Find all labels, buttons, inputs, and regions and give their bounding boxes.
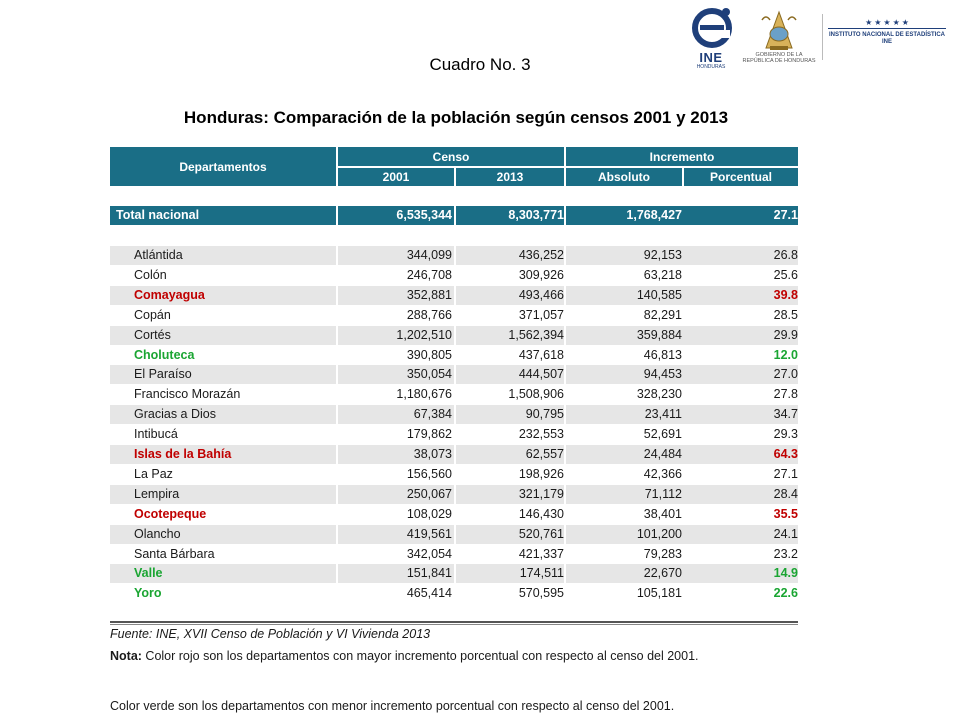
census-2013: 520,761 xyxy=(518,526,564,541)
header-porcentual: Porcentual xyxy=(684,168,798,186)
column-separator xyxy=(336,525,338,544)
table-row xyxy=(110,485,798,504)
column-separator xyxy=(336,485,338,504)
column-separator xyxy=(336,326,338,345)
department-name: El Paraíso xyxy=(134,367,192,382)
census-2001: 250,067 xyxy=(406,486,452,501)
census-2013: 198,926 xyxy=(518,466,564,481)
increment-absolute: 94,453 xyxy=(643,367,682,382)
census-2001: 108,029 xyxy=(406,506,452,521)
department-name: La Paz xyxy=(134,466,173,481)
department-name: Ocotepeque xyxy=(134,506,207,521)
column-separator xyxy=(454,365,456,384)
increment-absolute: 38,401 xyxy=(643,506,682,521)
increment-absolute: 42,366 xyxy=(643,466,682,481)
table-row xyxy=(110,564,798,583)
table-row xyxy=(110,326,798,345)
department-name: Copán xyxy=(134,307,171,322)
nota-label: Nota: xyxy=(110,649,142,663)
census-2013: 570,595 xyxy=(518,586,564,601)
census-2013: 1,508,906 xyxy=(508,387,564,402)
census-2001: 419,561 xyxy=(406,526,452,541)
table-row xyxy=(110,405,798,424)
header-absoluto: Absoluto xyxy=(566,168,682,186)
increment-percent: 29.3 xyxy=(773,427,798,442)
logo-divider xyxy=(822,14,823,60)
increment-percent: 39.8 xyxy=(773,287,798,302)
census-2001: 156,560 xyxy=(406,466,452,481)
census-2013: 437,618 xyxy=(518,347,564,362)
column-separator xyxy=(454,246,456,265)
census-2013: 436,252 xyxy=(518,248,564,262)
source-note: Fuente: INE, XVII Censo de Población y VI Vivienda 2013 xyxy=(110,627,431,641)
increment-percent: 34.7 xyxy=(773,407,798,422)
increment-percent: 27.0 xyxy=(773,367,798,382)
increment-percent: 64.3 xyxy=(773,447,798,461)
table-row xyxy=(110,346,798,365)
column-separator xyxy=(564,365,566,384)
total-row xyxy=(110,206,798,225)
census-2001: 67,384 xyxy=(413,407,452,422)
increment-absolute: 23,411 xyxy=(644,407,682,422)
page-title: Honduras: Comparación de la población según censos 2001 y 2013 xyxy=(183,108,729,127)
table-row xyxy=(110,286,798,305)
column-separator xyxy=(454,445,456,464)
column-separator xyxy=(454,206,456,225)
increment-absolute: 328,230 xyxy=(636,387,682,402)
increment-percent: 25.6 xyxy=(773,267,798,282)
census-2001: 179,862 xyxy=(406,427,452,442)
column-separator xyxy=(564,286,566,305)
table-row xyxy=(110,365,798,384)
ine-e-icon xyxy=(690,6,734,52)
census-2013: 62,557 xyxy=(525,447,564,461)
table-row xyxy=(110,246,798,265)
census-2001: 352,881 xyxy=(406,287,452,302)
column-separator xyxy=(336,405,338,424)
header-incremento: Incremento xyxy=(566,147,798,166)
nota-text xyxy=(110,647,780,665)
column-separator xyxy=(336,206,338,225)
column-separator xyxy=(454,525,456,544)
total-2001: 6,535,344 xyxy=(396,208,452,222)
header-2013: 2013 xyxy=(456,168,564,186)
increment-absolute: 24,484 xyxy=(643,447,682,461)
census-2001: 38,073 xyxy=(413,447,452,461)
table-row xyxy=(110,525,798,544)
total-name: Total nacional xyxy=(116,208,200,222)
department-name: Olancho xyxy=(134,526,181,541)
table-row xyxy=(110,266,798,285)
increment-percent: 35.5 xyxy=(773,506,798,521)
census-2001: 465,414 xyxy=(406,586,452,601)
institute-text: INSTITUTO NACIONAL DE ESTADÍSTICA INE xyxy=(828,32,945,45)
increment-percent: 27.1 xyxy=(773,466,798,481)
department-name: Colón xyxy=(134,267,167,282)
increment-absolute: 359,884 xyxy=(636,327,682,342)
footer-rule xyxy=(110,621,798,623)
table-row xyxy=(110,465,798,484)
logo-group xyxy=(688,6,948,72)
increment-absolute: 140,585 xyxy=(636,287,682,302)
department-name: Valle xyxy=(134,566,163,581)
column-separator xyxy=(564,564,566,583)
government-text: GOBIERNO DE LA REPÚBLICA DE HONDURAS xyxy=(742,52,816,64)
increment-absolute: 79,283 xyxy=(643,546,682,561)
column-separator xyxy=(454,485,456,504)
census-2013: 421,337 xyxy=(518,546,564,561)
census-2013: 146,430 xyxy=(518,506,564,521)
table-number: Cuadro No. 3 xyxy=(429,55,531,74)
increment-absolute: 71,112 xyxy=(644,486,682,501)
table-row xyxy=(110,425,798,444)
column-separator xyxy=(454,326,456,345)
department-name: Gracias a Dios xyxy=(134,407,216,422)
census-2001: 344,099 xyxy=(406,248,452,262)
department-name: Atlántida xyxy=(134,248,183,262)
increment-absolute: 46,813 xyxy=(643,347,682,362)
column-separator xyxy=(564,246,566,265)
table-row xyxy=(110,545,798,564)
institute-line xyxy=(828,28,946,29)
increment-percent: 27.8 xyxy=(773,387,798,402)
total-2013: 8,303,771 xyxy=(508,208,564,222)
census-2001: 288,766 xyxy=(406,307,452,322)
increment-absolute: 101,200 xyxy=(636,526,682,541)
census-2013: 321,179 xyxy=(518,486,564,501)
census-2013: 309,926 xyxy=(518,267,564,282)
column-separator xyxy=(454,286,456,305)
nota-body: Color rojo son los departamentos con mayor incremento porcentual con respecto al censo del 2001. xyxy=(141,649,699,663)
census-2013: 90,795 xyxy=(525,407,564,422)
increment-percent: 26.8 xyxy=(773,248,798,262)
census-2001: 342,054 xyxy=(406,546,452,561)
total-porcentual: 27.1 xyxy=(773,208,798,222)
column-separator xyxy=(564,445,566,464)
column-separator xyxy=(454,405,456,424)
census-2001: 151,841 xyxy=(406,566,452,581)
seal-icon xyxy=(744,8,814,52)
department-name: Comayagua xyxy=(134,287,205,302)
census-2013: 493,466 xyxy=(518,287,564,302)
stars-icon: ★★★★★ xyxy=(865,18,911,27)
header-censo: Censo xyxy=(338,147,564,166)
increment-absolute: 63,218 xyxy=(643,267,682,282)
column-separator xyxy=(336,365,338,384)
census-2001: 1,180,676 xyxy=(396,387,452,402)
census-2001: 246,708 xyxy=(406,267,452,282)
column-separator xyxy=(454,564,456,583)
table-row xyxy=(110,505,798,524)
ine-sub: HONDURAS xyxy=(696,64,726,70)
column-separator xyxy=(564,206,566,225)
increment-percent: 23.2 xyxy=(773,546,798,561)
header-departamentos: Departamentos xyxy=(110,147,336,186)
column-separator xyxy=(336,445,338,464)
increment-percent: 29.9 xyxy=(773,327,798,342)
increment-absolute: 105,181 xyxy=(636,586,682,601)
increment-percent: 12.0 xyxy=(773,347,798,362)
ine-name: INE xyxy=(699,50,723,65)
census-2013: 444,507 xyxy=(518,367,564,382)
increment-absolute: 52,691 xyxy=(643,427,682,442)
census-2013: 371,057 xyxy=(518,307,564,322)
header-2001: 2001 xyxy=(338,168,454,186)
department-name: Lempira xyxy=(134,486,180,501)
increment-percent: 22.6 xyxy=(773,586,798,601)
table-row xyxy=(110,445,798,464)
department-name: Yoro xyxy=(134,586,162,601)
column-separator xyxy=(336,246,338,265)
column-separator xyxy=(336,286,338,305)
table-row xyxy=(110,306,798,325)
department-name: Islas de la Bahía xyxy=(134,447,232,461)
increment-percent: 24.1 xyxy=(773,526,798,541)
census-2001: 350,054 xyxy=(406,367,452,382)
census-2013: 1,562,394 xyxy=(508,327,564,342)
census-2001: 1,202,510 xyxy=(396,327,452,342)
department-name: Choluteca xyxy=(134,347,195,362)
department-name: Santa Bárbara xyxy=(134,546,215,561)
verde-note: Color verde son los departamentos con menor incremento porcentual con respecto al censo del 2001. xyxy=(110,699,675,713)
increment-percent: 14.9 xyxy=(773,566,798,581)
increment-percent: 28.4 xyxy=(773,486,798,501)
table-row xyxy=(110,584,798,603)
department-name: Francisco Morazán xyxy=(134,387,241,402)
census-2013: 174,511 xyxy=(519,566,564,581)
total-absoluto: 1,768,427 xyxy=(626,208,682,222)
department-name: Cortés xyxy=(134,327,171,342)
census-2013: 232,553 xyxy=(518,427,564,442)
column-separator xyxy=(564,405,566,424)
column-separator xyxy=(336,564,338,583)
column-separator xyxy=(564,485,566,504)
table-row xyxy=(110,385,798,404)
increment-absolute: 82,291 xyxy=(643,307,682,322)
increment-absolute: 92,153 xyxy=(643,248,682,262)
increment-absolute: 22,670 xyxy=(643,566,682,581)
footer-rule-thin xyxy=(110,624,798,625)
increment-percent: 28.5 xyxy=(773,307,798,322)
column-separator xyxy=(564,326,566,345)
column-separator xyxy=(564,525,566,544)
census-2001: 390,805 xyxy=(406,347,452,362)
department-name: Intibucá xyxy=(134,427,178,442)
